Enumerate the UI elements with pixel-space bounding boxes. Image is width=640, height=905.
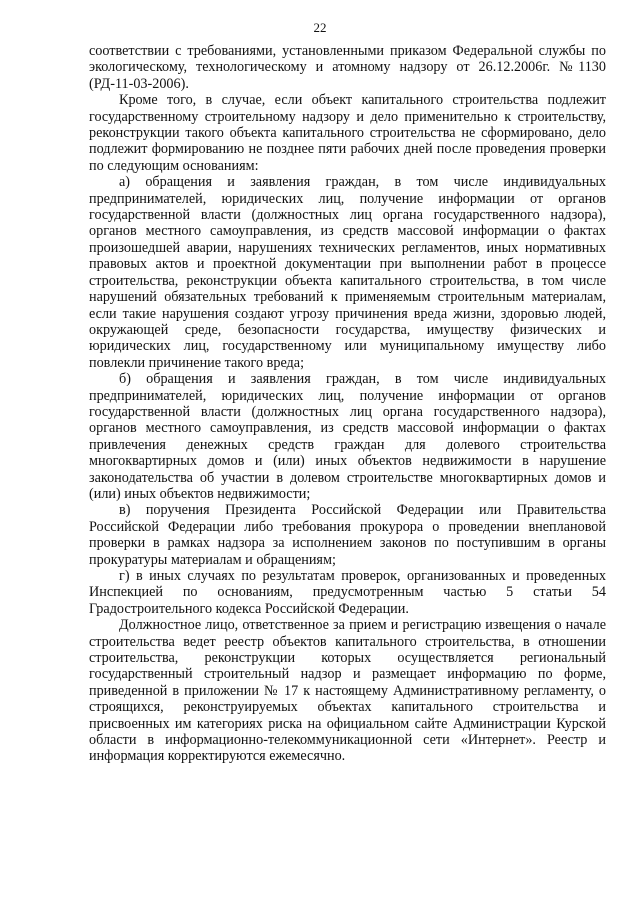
list-item-a: а) обращения и заявления граждан, в том числе индивидуальных предпринимателей, юридических лиц, получение информации от органов государственной власти (должностных лиц органа государственного надзора), органов местного самоуправления, из средств массовой информации о фактах произошедшей аварии, нарушениях технических регламентов, иных нормативных правовых актов и проектной документации при выполнении работ в процессе строительства, реконструкции объекта капитального строительства, в том числе нарушений обязательных требований к применяемым строительным материалам, если такие нарушения создают угрозу причинения вреда жизни, здоровью людей, окружающей среде, безопасности государства, имуществу физических и юридических лиц, государственному или муниципальному имуществу либо повлекли причинение такого вреда; — [89, 174, 606, 371]
list-item-v: в) поручения Президента Российской Федерации или Правительства Российской Федерации либо требования прокурора о проведении внеплановой проверки в рамках надзора за исполнением законов по поступившим в органы прокуратуры материалам и обращениям; — [89, 502, 606, 568]
paragraph-registry: Должностное лицо, ответственное за прием и регистрацию извещения о начале строительства ведет реестр объектов капитального строительства, в отношении строительства, реконструкции которых осуществляется региональный государственный строительный надзор и размещает информацию по форме, приведенной в приложении № 17 к настоящему Административному регламенту, о строящихся, реконструируемых объектах капитального строительства и присвоенных им категориях риска на официальном сайте Администрации Курской области в информационно-телекоммуникационной сети «Интернет». Реестр и информация корректируются ежемесячно. — [89, 617, 606, 765]
list-item-b: б) обращения и заявления граждан, в том числе индивидуальных предпринимателей, юридических лиц, получение информации от органов государственной власти (должностных лиц органа государственного надзора), органов местного самоуправления, из средств массовой информации о фактах привлечения денежных средств граждан для долевого строительства многоквартирных домов и (или) иных объектов недвижимости в нарушение законодательства об участии в долевом строительстве многоквартирных домов и (или) иных объектов недвижимости; — [89, 371, 606, 502]
paragraph-continuation: соответствии с требованиями, установленными приказом Федеральной службы по экологическому, технологическому и атомному надзору от 26.12.2006г. №1130 (РД-11-03-2006). — [89, 43, 606, 92]
paragraph-case-intro: Кроме того, в случае, если объект капитального строительства подлежит государственному строительному надзору и дело применительно к строительству, реконструкции такого объекта капитального строительства не сформировано, дело подлежит формированию не позднее пяти рабочих дней после проведения проверки по следующим основаниям: — [89, 92, 606, 174]
list-item-g: г) в иных случаях по результатам проверок, организованных и проведенных Инспекцией по основаниям, предусмотренным частью 5 статьи 54 Градостроительного кодекса Российской Федерации. — [89, 568, 606, 617]
page-number: 22 — [313, 20, 327, 35]
document-body — [89, 43, 606, 765]
